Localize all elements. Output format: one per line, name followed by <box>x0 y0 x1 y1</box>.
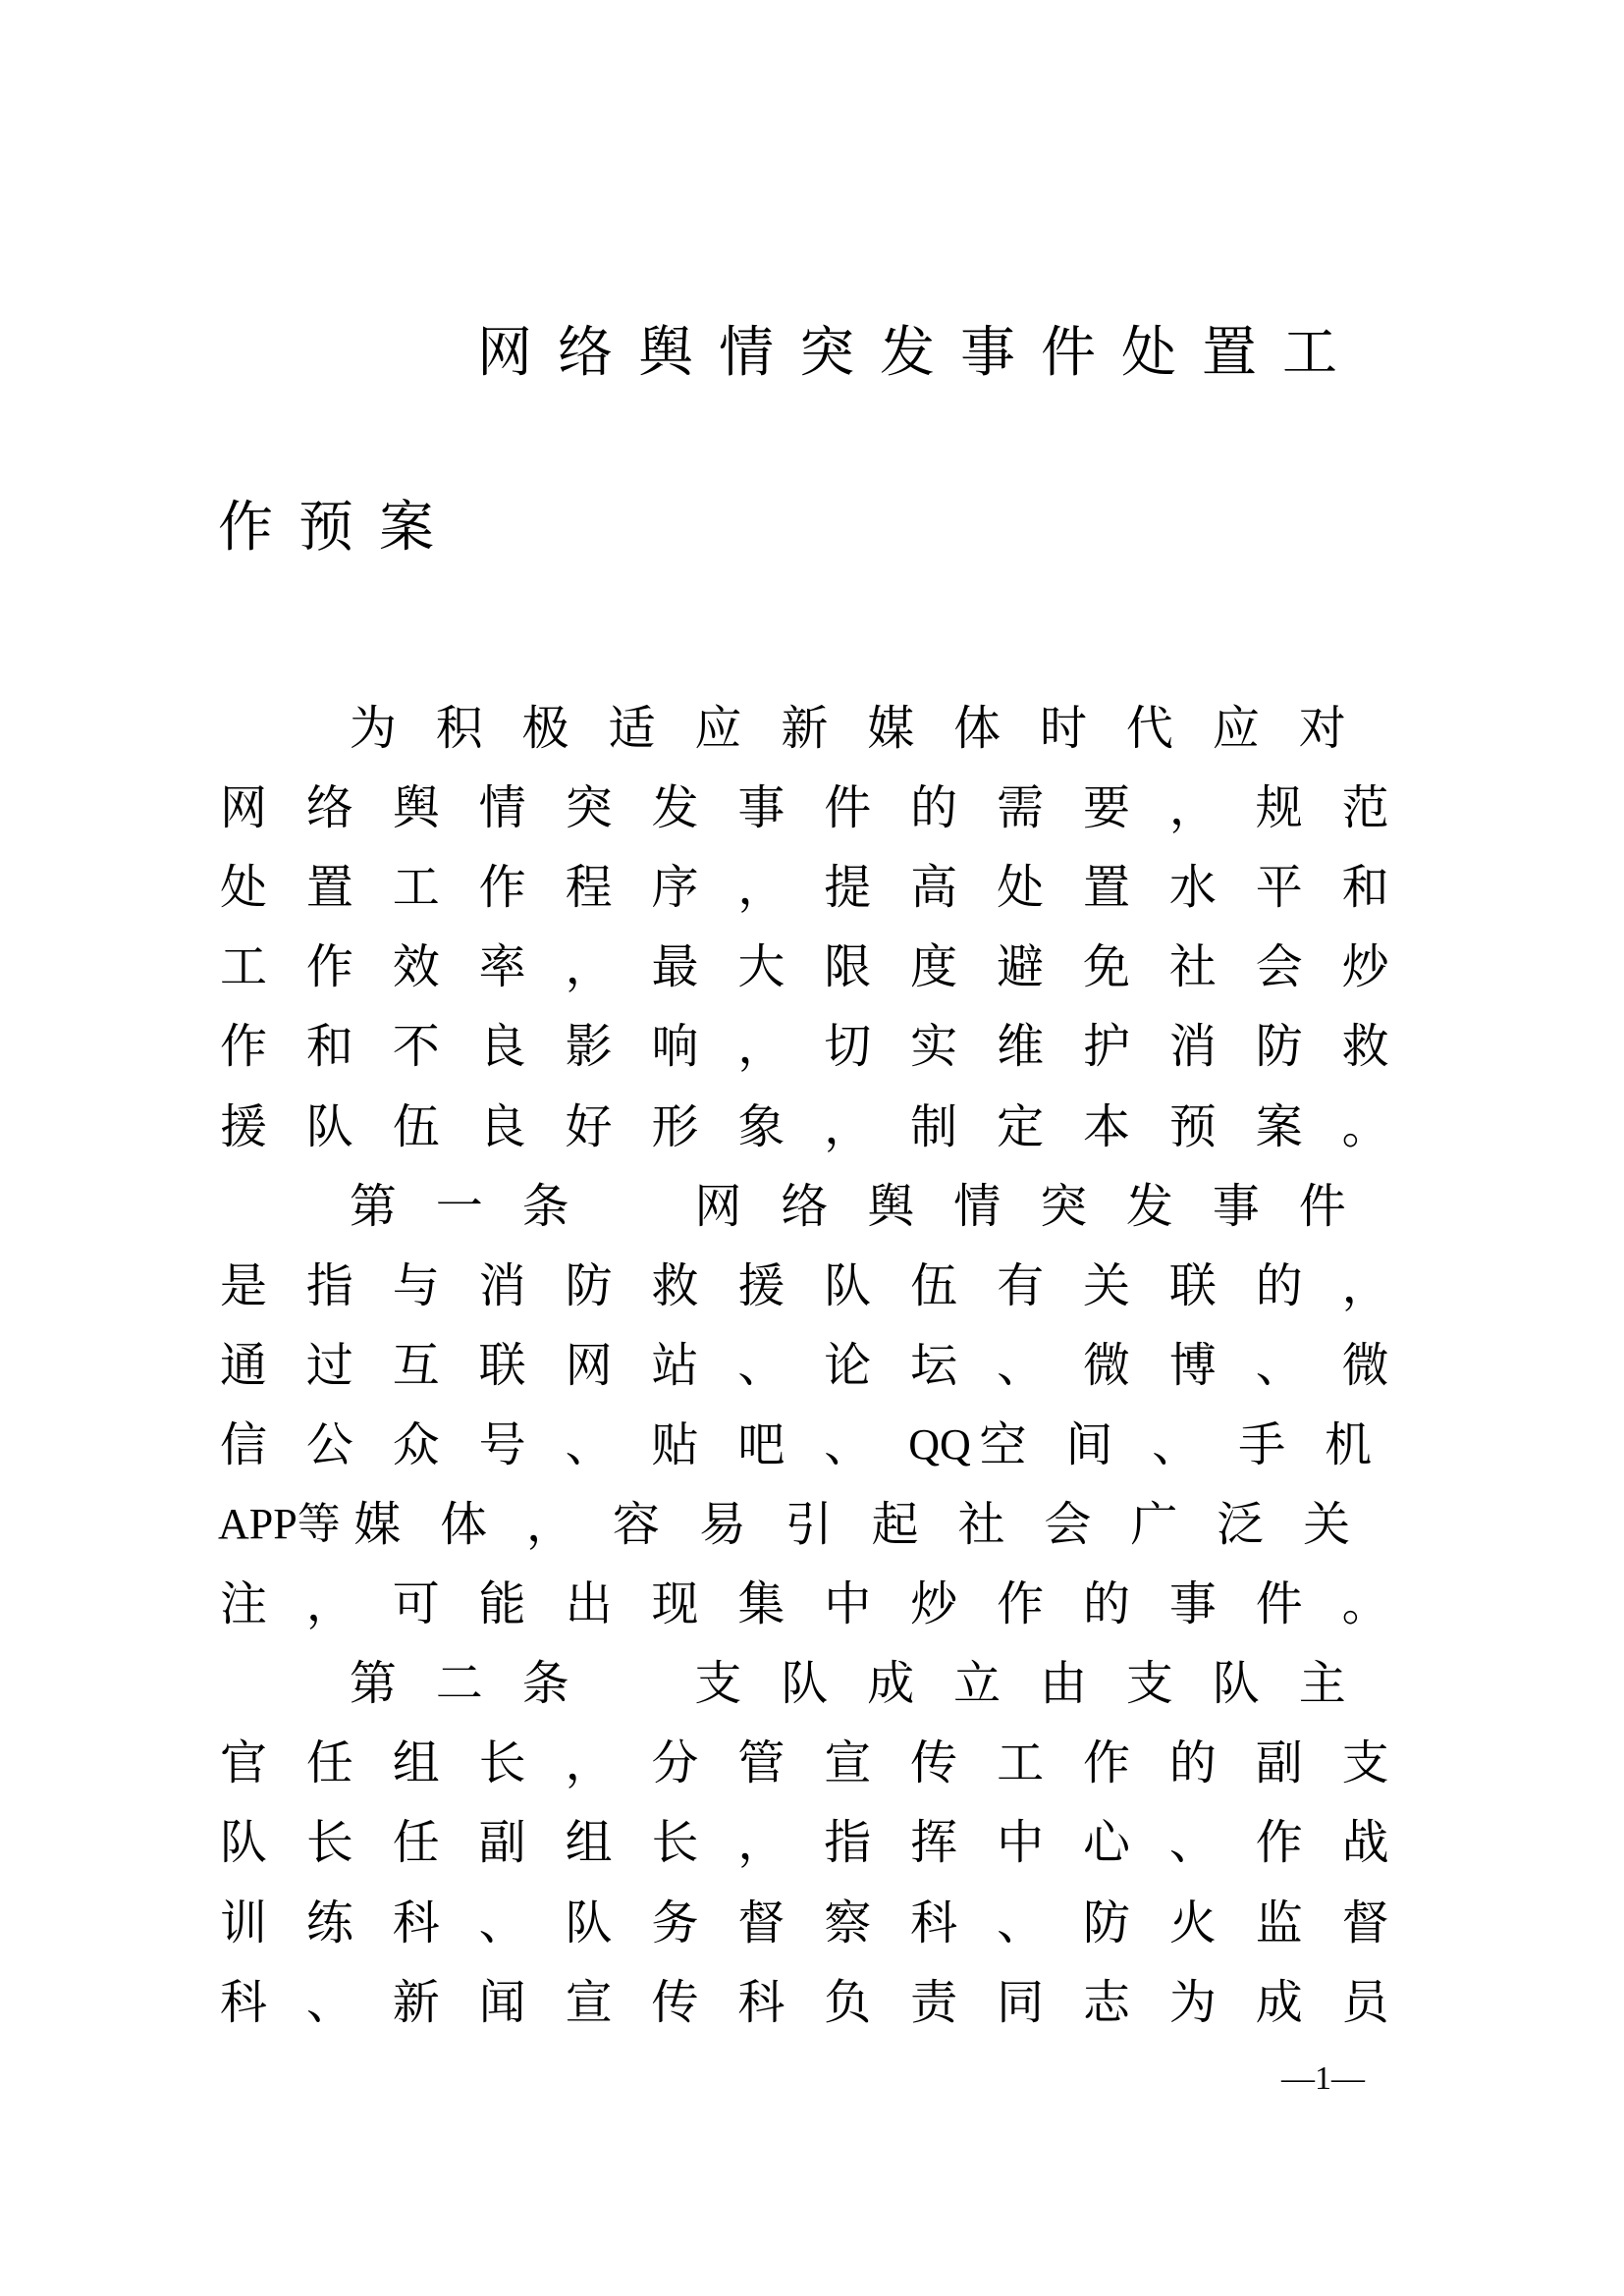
text-char: 、 <box>305 1974 353 2030</box>
text-char: 护 <box>1082 1019 1130 1075</box>
text-char: 响 <box>651 1019 699 1075</box>
text-char: 会 <box>1255 939 1303 995</box>
text-char: 制 <box>910 1098 958 1154</box>
text-char: 长 <box>305 1815 353 1871</box>
text-line <box>218 937 1392 996</box>
text-line <box>218 1336 1392 1395</box>
text-char: 一 <box>435 1178 483 1234</box>
text-char: 官 <box>219 1735 267 1791</box>
text-char: 最 <box>651 939 699 995</box>
text-char: 避 <box>997 939 1045 995</box>
text-char: 突 <box>1040 1178 1088 1234</box>
text-char: 维 <box>997 1019 1045 1075</box>
text-char: 实 <box>910 1019 958 1075</box>
text-char: 通 <box>219 1337 267 1393</box>
text-char: 工 <box>997 1735 1045 1791</box>
text-char: 会 <box>1044 1497 1092 1552</box>
text-char: 出 <box>565 1576 613 1632</box>
text-char: 络 <box>305 780 353 836</box>
text-line <box>218 699 1392 758</box>
text-char: 伍 <box>910 1257 958 1313</box>
text-char: 事 <box>1212 1178 1260 1234</box>
text-char: 集 <box>737 1576 785 1632</box>
text-char: 科 <box>910 1895 958 1950</box>
text-char: 成 <box>1255 1974 1303 2030</box>
text-char: 和 <box>1341 860 1389 916</box>
text-char: 舆 <box>392 780 440 836</box>
text-char: 水 <box>1168 860 1217 916</box>
text-char: 火 <box>1168 1895 1217 1950</box>
text-line <box>218 1097 1392 1156</box>
text-char: 督 <box>737 1895 785 1950</box>
text-char: 吧 <box>737 1416 785 1472</box>
text-char: 互 <box>392 1337 440 1393</box>
title-char: 络 <box>558 321 613 385</box>
text-char: 中 <box>997 1815 1045 1871</box>
text-char: 宣 <box>824 1735 872 1791</box>
text-char: 事 <box>737 780 785 836</box>
text-char: 、 <box>997 1337 1045 1393</box>
text-char: 对 <box>1298 701 1346 756</box>
text-char: 防 <box>565 1257 613 1313</box>
text-char: 限 <box>824 939 872 995</box>
text-char: 作 <box>1255 1815 1303 1871</box>
text-char: 同 <box>997 1974 1045 2030</box>
text-char: 序 <box>651 860 699 916</box>
text-char: 心 <box>1082 1815 1130 1871</box>
text-char: 发 <box>1125 1178 1173 1234</box>
text-char: 易 <box>698 1497 746 1552</box>
text-char: 练 <box>305 1895 353 1950</box>
text-char: 副 <box>478 1815 526 1871</box>
text-char: 作 <box>219 1019 267 1075</box>
text-char: 科 <box>392 1895 440 1950</box>
text-char: 主 <box>1298 1656 1346 1712</box>
text-char: 可 <box>392 1576 440 1632</box>
text-char: 免 <box>1082 939 1130 995</box>
text-char: ， <box>737 860 785 916</box>
text-line <box>218 1017 1392 1076</box>
text-char: 第 <box>349 1656 397 1712</box>
title-char: 工 <box>1282 321 1337 385</box>
text-char: 处 <box>997 860 1045 916</box>
text-char: 引 <box>785 1497 833 1552</box>
text-char: 范 <box>1341 780 1389 836</box>
text-char: 二 <box>435 1656 483 1712</box>
text-char: 、 <box>1255 1337 1303 1393</box>
text-char: 的 <box>1255 1257 1303 1313</box>
text-char: ， <box>1168 780 1217 836</box>
title-char: 置 <box>1202 321 1257 385</box>
text-char: 极 <box>521 701 569 756</box>
text-char: 率 <box>478 939 526 995</box>
text-char: 众 <box>392 1416 440 1472</box>
text-char: 起 <box>871 1497 919 1552</box>
text-char: 联 <box>478 1337 526 1393</box>
text-char: APP等 <box>218 1500 341 1548</box>
text-char: ， <box>1341 1257 1389 1313</box>
text-char: 现 <box>651 1576 699 1632</box>
text-char: 、 <box>824 1416 872 1472</box>
text-char: 应 <box>1212 701 1260 756</box>
text-char: 宣 <box>565 1974 613 2030</box>
text-char: 指 <box>305 1257 353 1313</box>
text-line <box>218 1575 1392 1633</box>
text-char: 为 <box>1168 1974 1217 2030</box>
text-char: 救 <box>1341 1019 1389 1075</box>
text-char: 支 <box>694 1656 742 1712</box>
text-char: 定 <box>997 1098 1045 1154</box>
text-char: 新 <box>781 701 829 756</box>
title-char: 事 <box>960 321 1015 385</box>
text-char: 指 <box>824 1815 872 1871</box>
text-char: 好 <box>565 1098 613 1154</box>
text-char: 队 <box>219 1815 267 1871</box>
text-char: 消 <box>1168 1019 1217 1075</box>
text-line <box>218 858 1392 917</box>
text-char: 件 <box>824 780 872 836</box>
text-char: 是 <box>219 1257 267 1313</box>
text-char: 科 <box>737 1974 785 2030</box>
text-char: 坛 <box>910 1337 958 1393</box>
title-char: 发 <box>880 321 935 385</box>
text-char: 立 <box>953 1656 1001 1712</box>
text-char: 闻 <box>478 1974 526 2030</box>
text-char: 空 <box>979 1416 1027 1472</box>
text-char: 任 <box>305 1735 353 1791</box>
text-char: 炒 <box>910 1576 958 1632</box>
text-char: 体 <box>953 701 1001 756</box>
text-char: 处 <box>219 860 267 916</box>
text-char: 伍 <box>392 1098 440 1154</box>
text-char: 挥 <box>910 1815 958 1871</box>
text-char: 由 <box>1040 1656 1088 1712</box>
title-char: 突 <box>799 321 854 385</box>
text-char: 中 <box>824 1576 872 1632</box>
text-char: 工 <box>219 939 267 995</box>
text-char: 、 <box>565 1416 613 1472</box>
document-title-line-2 <box>218 496 460 560</box>
text-char: 应 <box>694 701 742 756</box>
text-char: 关 <box>1303 1497 1351 1552</box>
text-char: 不 <box>392 1019 440 1075</box>
text-char: 察 <box>824 1895 872 1950</box>
text-char: 与 <box>392 1257 440 1313</box>
text-char: 站 <box>651 1337 699 1393</box>
text-char: 传 <box>910 1735 958 1791</box>
text-char: 责 <box>910 1974 958 2030</box>
text-char: 媒 <box>353 1497 402 1552</box>
text-line <box>218 778 1392 837</box>
text-char: 新 <box>392 1974 440 2030</box>
title-char: 舆 <box>638 321 693 385</box>
text-char: 社 <box>1168 939 1217 995</box>
title-char: 作 <box>218 496 273 560</box>
text-char: 论 <box>824 1337 872 1393</box>
text-char: 。 <box>1341 1576 1389 1632</box>
text-char: 程 <box>565 860 613 916</box>
text-char: 广 <box>1130 1497 1178 1552</box>
text-char: 要 <box>1082 780 1130 836</box>
text-char: ， <box>565 939 613 995</box>
text-char: 效 <box>392 939 440 995</box>
text-char: 社 <box>957 1497 1005 1552</box>
text-char: 援 <box>737 1257 785 1313</box>
text-char: 需 <box>997 780 1045 836</box>
text-char: 有 <box>997 1257 1045 1313</box>
text-char: 长 <box>478 1735 526 1791</box>
text-char: 度 <box>910 939 958 995</box>
text-line <box>218 1177 1392 1236</box>
text-char: 平 <box>1255 860 1303 916</box>
text-char: 络 <box>781 1178 829 1234</box>
text-char: 手 <box>1238 1416 1286 1472</box>
text-char: 良 <box>478 1098 526 1154</box>
text-char: 科 <box>219 1974 267 2030</box>
text-char: 、 <box>997 1895 1045 1950</box>
text-char: 提 <box>824 860 872 916</box>
text-char: 大 <box>737 939 785 995</box>
text-char: 信 <box>219 1416 267 1472</box>
text-char: 救 <box>651 1257 699 1313</box>
text-char: 过 <box>305 1337 353 1393</box>
text-char: 良 <box>478 1019 526 1075</box>
text-char: 作 <box>305 939 353 995</box>
text-char: 公 <box>305 1416 353 1472</box>
text-char: 泛 <box>1217 1497 1265 1552</box>
text-char: 媒 <box>867 701 915 756</box>
text-char: 形 <box>651 1098 699 1154</box>
text-char: ， <box>737 1019 785 1075</box>
text-line <box>218 1415 1392 1474</box>
text-char: ， <box>824 1098 872 1154</box>
text-line <box>218 1813 1392 1872</box>
text-char: 成 <box>867 1656 915 1712</box>
text-char: 消 <box>478 1257 526 1313</box>
text-char: 、 <box>1152 1416 1200 1472</box>
text-char: 队 <box>781 1656 829 1712</box>
text-char: 、 <box>1168 1815 1217 1871</box>
text-char: 负 <box>824 1974 872 2030</box>
text-char: 炒 <box>1341 939 1389 995</box>
text-char: 支 <box>1341 1735 1389 1791</box>
text-char: 防 <box>1255 1019 1303 1075</box>
text-char: 博 <box>1168 1337 1217 1393</box>
text-line <box>218 1256 1392 1315</box>
text-char: 规 <box>1255 780 1303 836</box>
title-char: 案 <box>379 496 434 560</box>
title-char: 件 <box>1041 321 1096 385</box>
text-char: ， <box>526 1497 574 1552</box>
text-char: ， <box>737 1815 785 1871</box>
text-char: 分 <box>651 1735 699 1791</box>
text-char: 、 <box>478 1895 526 1950</box>
title-char: 网 <box>477 321 532 385</box>
text-char: 微 <box>1341 1337 1389 1393</box>
text-char: 网 <box>565 1337 613 1393</box>
text-char: 作 <box>478 860 526 916</box>
text-char: ， <box>565 1735 613 1791</box>
text-char: 事 <box>1168 1576 1217 1632</box>
text-char: 作 <box>997 1576 1045 1632</box>
text-char: 队 <box>824 1257 872 1313</box>
text-char: 的 <box>910 780 958 836</box>
text-char: 注 <box>219 1576 267 1632</box>
text-char: 时 <box>1040 701 1088 756</box>
text-char: 管 <box>737 1735 785 1791</box>
text-char: 防 <box>1082 1895 1130 1950</box>
text-line <box>218 1894 1392 1952</box>
title-char: 预 <box>298 496 353 560</box>
text-char: 支 <box>1125 1656 1173 1712</box>
text-char: 代 <box>1125 701 1173 756</box>
text-char: 为 <box>349 701 397 756</box>
text-char: 务 <box>651 1895 699 1950</box>
text-char: 网 <box>694 1178 742 1234</box>
text-char: QQ <box>908 1419 971 1468</box>
text-char: 机 <box>1325 1416 1373 1472</box>
text-char: 适 <box>608 701 656 756</box>
text-char: 件 <box>1255 1576 1303 1632</box>
text-char: 传 <box>651 1974 699 2030</box>
text-char: 容 <box>612 1497 660 1552</box>
title-char: 处 <box>1121 321 1176 385</box>
text-char: 援 <box>219 1098 267 1154</box>
text-char: 长 <box>651 1815 699 1871</box>
text-char: 能 <box>478 1576 526 1632</box>
text-line <box>218 1495 1392 1554</box>
text-char: 联 <box>1168 1257 1217 1313</box>
text-char: 影 <box>565 1019 613 1075</box>
text-char: 副 <box>1255 1735 1303 1791</box>
text-char: 战 <box>1341 1815 1389 1871</box>
text-char: 条 <box>521 1656 569 1712</box>
text-char: 。 <box>1341 1098 1389 1154</box>
text-char: 舆 <box>867 1178 915 1234</box>
text-char: 突 <box>565 780 613 836</box>
text-line <box>218 1654 1392 1713</box>
text-char: 和 <box>305 1019 353 1075</box>
text-char: 志 <box>1082 1974 1130 2030</box>
text-char: 训 <box>219 1895 267 1950</box>
text-char: 员 <box>1341 1974 1389 2030</box>
text-char: 象 <box>737 1098 785 1154</box>
document-title-line-1 <box>477 321 1363 385</box>
text-char: 的 <box>1168 1735 1217 1791</box>
text-char: 贴 <box>651 1416 699 1472</box>
text-char: 发 <box>651 780 699 836</box>
text-char: 置 <box>305 860 353 916</box>
text-char: 置 <box>1082 860 1130 916</box>
text-char: 切 <box>824 1019 872 1075</box>
text-char: 监 <box>1255 1895 1303 1950</box>
text-char: 积 <box>435 701 483 756</box>
text-char: 队 <box>305 1098 353 1154</box>
text-char: 网 <box>219 780 267 836</box>
title-char: 情 <box>719 321 774 385</box>
text-char: 高 <box>910 860 958 916</box>
page-number: —1— <box>1281 2060 1365 2097</box>
text-char: 情 <box>478 780 526 836</box>
text-char: 件 <box>1298 1178 1346 1234</box>
text-char: 间 <box>1065 1416 1113 1472</box>
text-char: 队 <box>1212 1656 1260 1712</box>
text-char: 组 <box>392 1735 440 1791</box>
text-char: 作 <box>1082 1735 1130 1791</box>
text-char: 预 <box>1168 1098 1217 1154</box>
text-char: 队 <box>565 1895 613 1950</box>
text-char: ， <box>305 1576 353 1632</box>
text-char: 关 <box>1082 1257 1130 1313</box>
text-char: 情 <box>953 1178 1001 1234</box>
text-line <box>218 1734 1392 1792</box>
text-char: 体 <box>440 1497 488 1552</box>
text-char: 本 <box>1082 1098 1130 1154</box>
text-char: 微 <box>1082 1337 1130 1393</box>
text-char: 组 <box>565 1815 613 1871</box>
text-char: 第 <box>349 1178 397 1234</box>
text-char: 案 <box>1255 1098 1303 1154</box>
text-char: 任 <box>392 1815 440 1871</box>
text-char: 条 <box>521 1178 569 1234</box>
text-char: 工 <box>392 860 440 916</box>
text-char: 的 <box>1082 1576 1130 1632</box>
text-char: 督 <box>1341 1895 1389 1950</box>
text-char: 、 <box>737 1337 785 1393</box>
text-char: 号 <box>478 1416 526 1472</box>
text-line <box>218 1973 1392 2032</box>
